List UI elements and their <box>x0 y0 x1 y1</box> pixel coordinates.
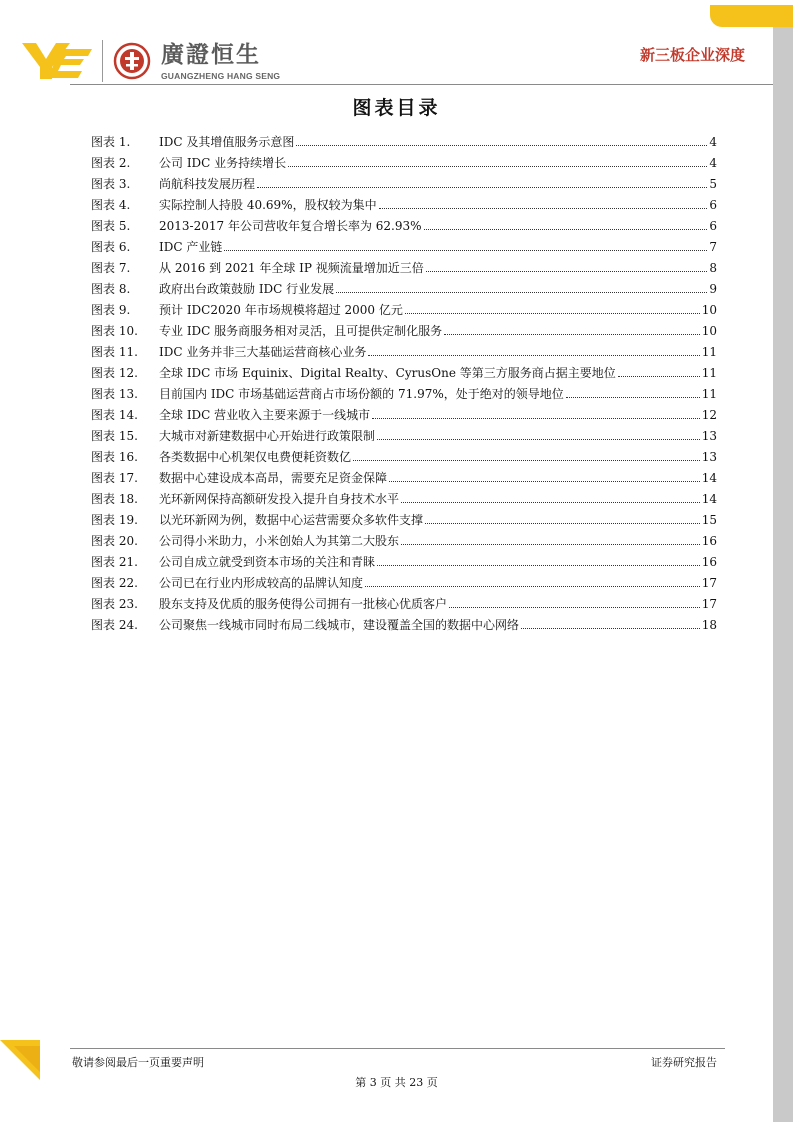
toc-entry-title: IDC 及其增值服务示意图 <box>159 135 295 149</box>
toc-entry-leader <box>288 166 707 167</box>
toc-entry-page: 13 <box>701 450 717 464</box>
toc-entry-page: 6 <box>709 219 717 233</box>
toc-entry-leader <box>521 628 700 629</box>
toc-entry-label: 图表 5. <box>91 219 131 233</box>
toc-entry[interactable] <box>91 129 717 150</box>
toc-entry-title: 专业 IDC 服务商服务相对灵活，且可提供定制化服务 <box>159 324 443 338</box>
toc-entry-label: 图表 7. <box>91 261 131 275</box>
toc-entry[interactable] <box>91 381 717 402</box>
toc-entry-label: 图表 20. <box>91 534 138 548</box>
brand-name-cn: 廣證恒生 <box>161 41 261 68</box>
toc-entry-title: 公司得小米助力，小米创始人为其第二大股东 <box>159 534 400 548</box>
ye-logo-icon <box>22 41 92 81</box>
toc-entry-leader <box>444 334 700 335</box>
toc-entry-label: 图表 24. <box>91 618 138 632</box>
header-accent-tab <box>710 5 793 27</box>
toc-entry[interactable] <box>91 570 717 591</box>
page-number: 第 3 页 共 23 页 <box>355 1076 438 1089</box>
toc-entry[interactable] <box>91 297 717 318</box>
toc-entry-title: 全球 IDC 市场 Equinix、Digital Realty、CyrusOne 等第三方服务商占据主要地位 <box>159 366 616 380</box>
toc-entry-page: 9 <box>709 282 717 296</box>
toc-entry-title: 从 2016 到 2021 年全球 IP 视频流量增加近三倍 <box>159 261 424 275</box>
toc-entry[interactable] <box>91 528 717 549</box>
toc-entry-leader <box>405 313 700 314</box>
toc-entry-label: 图表 6. <box>91 240 131 254</box>
toc-entry-page: 10 <box>701 324 717 338</box>
toc-entry-leader <box>296 145 707 146</box>
toc-entry-title: 大城市对新建数据中心开始进行政策限制 <box>159 429 376 443</box>
toc-entry-page: 16 <box>701 555 717 569</box>
toc-entry-label: 图表 13. <box>91 387 138 401</box>
toc-entry-page: 4 <box>709 156 717 170</box>
toc-entry-page: 5 <box>709 177 717 191</box>
toc-entry[interactable] <box>91 465 717 486</box>
toc-entry-title: 光环新网保持高额研发投入提升自身技术水平 <box>159 492 400 506</box>
toc-entry[interactable] <box>91 549 717 570</box>
toc-entry[interactable] <box>91 612 717 633</box>
toc-entry-page: 14 <box>701 492 717 506</box>
toc-entry-label: 图表 3. <box>91 177 131 191</box>
toc-entry-label: 图表 8. <box>91 282 131 296</box>
toc-entry[interactable] <box>91 150 717 171</box>
right-side-bar <box>773 27 793 1122</box>
toc-entry-title: 数据中心建设成本高昂，需要充足资金保障 <box>159 471 388 485</box>
footer-divider <box>70 1048 725 1049</box>
toc-entry[interactable] <box>91 318 717 339</box>
toc-entry-page: 11 <box>701 387 717 401</box>
toc-entry-label: 图表 22. <box>91 576 138 590</box>
toc-entry[interactable] <box>91 192 717 213</box>
header-divider <box>70 84 773 85</box>
toc-title: 图表目录 <box>352 97 441 119</box>
toc-entry-page: 6 <box>709 198 717 212</box>
toc-entry[interactable] <box>91 255 717 276</box>
toc-entry-leader <box>368 355 699 356</box>
toc-entry-title: 各类数据中心机架仅电费便耗资数亿 <box>159 450 352 464</box>
logo-divider <box>102 40 103 82</box>
toc-entry-page: 7 <box>709 240 717 254</box>
toc-entry-label: 图表 4. <box>91 198 131 212</box>
toc-entry-title: 公司 IDC 业务持续增长 <box>159 156 287 170</box>
toc-entry-page: 4 <box>709 135 717 149</box>
toc-entry-title: 公司聚焦一线城市同时布局二线城市，建设覆盖全国的数据中心网络 <box>159 618 520 632</box>
toc-entry-label: 图表 14. <box>91 408 138 422</box>
toc-entry-label: 图表 9. <box>91 303 131 317</box>
toc-entry-title: 尚航科技发展历程 <box>159 177 256 191</box>
figure-toc-list <box>91 129 717 633</box>
toc-entry-leader <box>449 607 700 608</box>
toc-entry-label: 图表 16. <box>91 450 138 464</box>
toc-entry-page: 8 <box>709 261 717 275</box>
toc-entry-label: 图表 15. <box>91 429 138 443</box>
toc-entry-page: 15 <box>701 513 717 527</box>
toc-entry-leader <box>389 481 700 482</box>
toc-entry-leader <box>401 544 700 545</box>
toc-entry[interactable] <box>91 423 717 444</box>
toc-entry-page: 12 <box>701 408 717 422</box>
toc-entry-label: 图表 23. <box>91 597 138 611</box>
toc-entry-title: 政府出台政策鼓励 IDC 行业发展 <box>159 282 335 296</box>
toc-entry-page: 11 <box>701 366 717 380</box>
toc-entry-title: 实际控制人持股 40.69%，股权较为集中 <box>159 198 377 212</box>
toc-entry-label: 图表 11. <box>91 345 138 359</box>
toc-entry-leader <box>401 502 700 503</box>
toc-entry-leader <box>426 271 708 272</box>
toc-entry-label: 图表 10. <box>91 324 138 338</box>
toc-entry[interactable] <box>91 276 717 297</box>
toc-entry-leader <box>224 250 707 251</box>
report-type-label: 新三板企业深度 <box>640 46 746 64</box>
toc-entry-leader <box>424 229 708 230</box>
toc-entry-page: 10 <box>701 303 717 317</box>
toc-entry[interactable] <box>91 591 717 612</box>
toc-entry-title: 目前国内 IDC 市场基础运营商占市场份额的 71.97%，处于绝对的领导地位 <box>159 387 564 401</box>
toc-entry-title: 预计 IDC2020 年市场规模将超过 2000 亿元 <box>159 303 403 317</box>
toc-entry[interactable] <box>91 213 717 234</box>
toc-entry[interactable] <box>91 339 717 360</box>
toc-entry-label: 图表 1. <box>91 135 131 149</box>
brand-name-en: GUANGZHENG HANG SENG <box>161 70 281 81</box>
toc-entry-title: 股东支持及优质的服务使得公司拥有一批核心优质客户 <box>159 597 448 611</box>
toc-entry[interactable] <box>91 360 717 381</box>
footer-disclaimer: 敬请参阅最后一页重要声明 <box>72 1056 204 1069</box>
toc-entry-page: 11 <box>701 345 717 359</box>
toc-entry-leader <box>566 397 700 398</box>
toc-entry-leader <box>257 187 707 188</box>
toc-entry-page: 16 <box>701 534 717 548</box>
toc-entry-title: IDC 产业链 <box>159 240 223 254</box>
toc-entry[interactable] <box>91 486 717 507</box>
toc-entry-leader <box>425 523 700 524</box>
toc-entry-page: 18 <box>701 618 717 632</box>
toc-entry[interactable] <box>91 402 717 423</box>
toc-entry-label: 图表 19. <box>91 513 138 527</box>
toc-entry-title: 公司已在行业内形成较高的品牌认知度 <box>159 576 364 590</box>
toc-entry[interactable] <box>91 234 717 255</box>
toc-entry-leader <box>353 460 700 461</box>
toc-entry-title: 公司自成立就受到资本市场的关注和青睐 <box>159 555 376 569</box>
toc-entry-leader <box>377 565 700 566</box>
toc-entry-leader <box>377 439 700 440</box>
toc-entry[interactable] <box>91 507 717 528</box>
toc-entry-leader <box>618 376 700 377</box>
toc-entry-label: 图表 17. <box>91 471 138 485</box>
footer-doc-type: 证券研究报告 <box>651 1056 717 1069</box>
toc-entry-page: 13 <box>701 429 717 443</box>
toc-entry[interactable] <box>91 171 717 192</box>
toc-entry-title: 全球 IDC 营业收入主要来源于一线城市 <box>159 408 371 422</box>
toc-entry-leader <box>336 292 707 293</box>
seal-logo-icon <box>113 42 151 80</box>
toc-entry-leader <box>379 208 708 209</box>
toc-entry[interactable] <box>91 444 717 465</box>
toc-entry-title: 2013-2017 年公司营收年复合增长率为 62.93% <box>159 219 422 233</box>
toc-entry-page: 17 <box>701 597 717 611</box>
toc-entry-label: 图表 2. <box>91 156 131 170</box>
toc-entry-leader <box>372 418 700 419</box>
toc-entry-title: 以光环新网为例，数据中心运营需要众多软件支撑 <box>159 513 424 527</box>
toc-entry-page: 17 <box>701 576 717 590</box>
toc-entry-page: 14 <box>701 471 717 485</box>
company-logo <box>22 38 280 84</box>
toc-entry-label: 图表 21. <box>91 555 138 569</box>
toc-entry-title: IDC 业务并非三大基础运营商核心业务 <box>159 345 367 359</box>
toc-entry-label: 图表 18. <box>91 492 138 506</box>
toc-entry-leader <box>365 586 700 587</box>
toc-entry-label: 图表 12. <box>91 366 138 380</box>
